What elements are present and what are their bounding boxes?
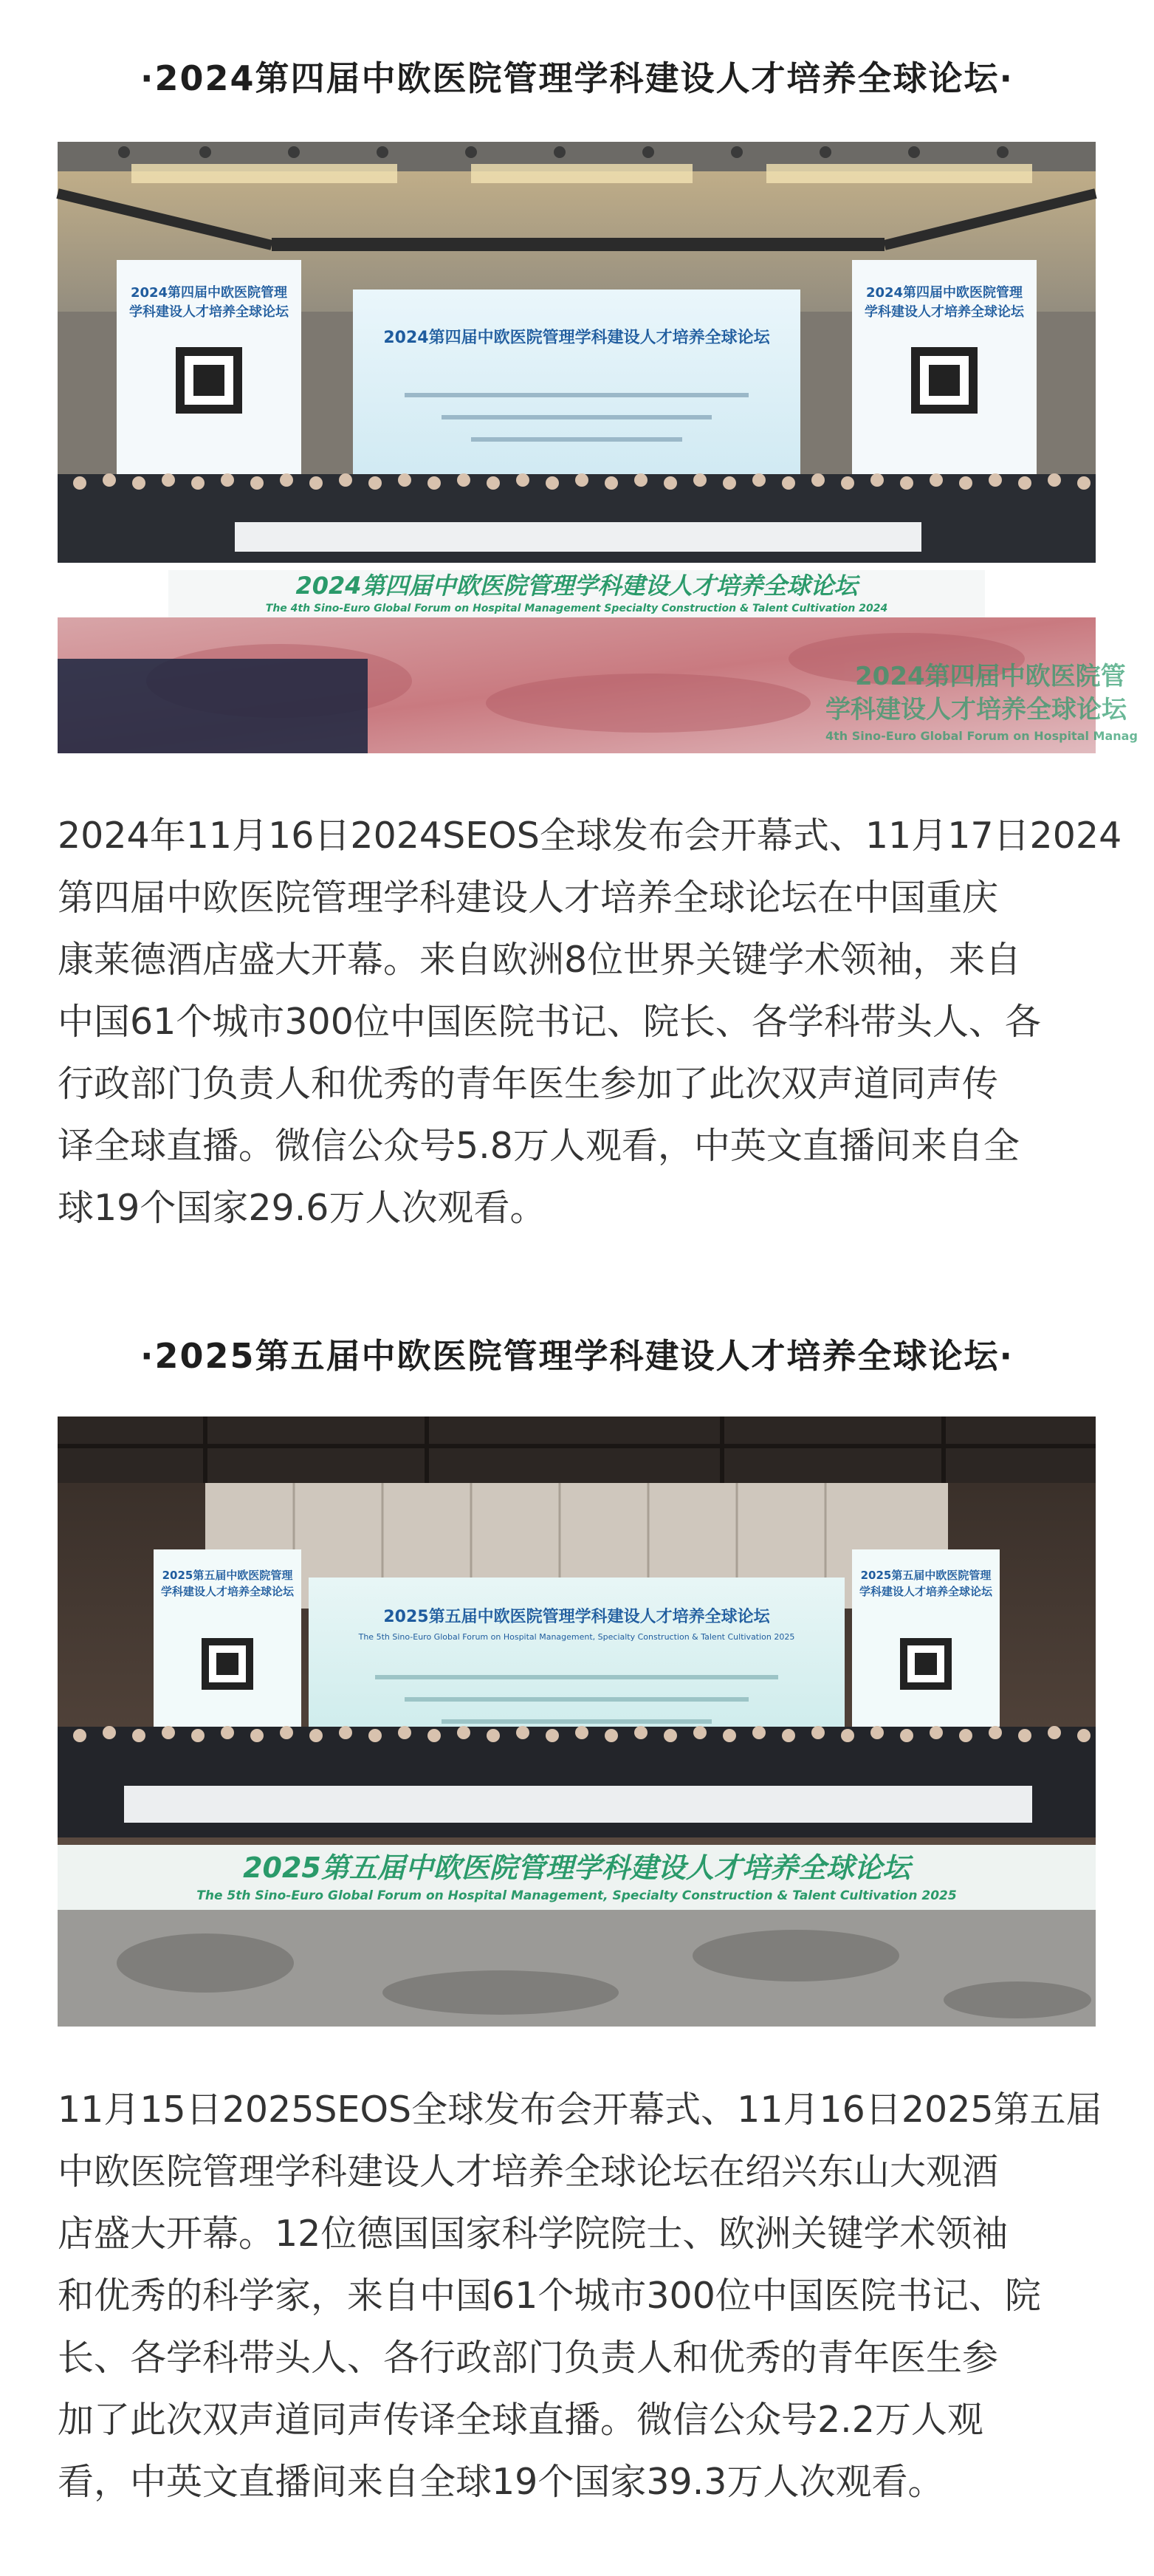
- screen-title: 2024第四届中欧医院管理学科建设人才培养全球论坛: [383, 329, 770, 347]
- svg-text:The 5th Sino-Euro Global Forum: The 5th Sino-Euro Global Forum on Hospital Management, Specialty Construction & Talent Cultivation 2025: [196, 1888, 957, 1903]
- svg-text:2024第四届中欧医院管理学科建设人才培养全球论坛: 2024第四届中欧医院管理学科建设人才培养全球论坛: [295, 572, 858, 600]
- svg-text:The 4th Sino-Euro Global Forum: The 4th Sino-Euro Global Forum on Hospital Management Specialty Construction & Talent Cultivation 2024: [265, 603, 888, 614]
- main-screen: [353, 290, 800, 489]
- section1-paragraph: [58, 805, 1122, 1239]
- svg-text:学科建设人才培养全球论坛: 学科建设人才培养全球论坛: [865, 304, 1024, 320]
- paragraph-line: 中欧医院管理学科建设人才培养全球论坛在绍兴东山大观酒: [58, 2151, 999, 2193]
- svg-text:2024第四届中欧医院管理: 2024第四届中欧医院管理: [130, 285, 288, 301]
- paragraph-line: 看，中英文直播间来自全球19个国家39.3万人次观看。: [58, 2461, 944, 2503]
- svg-text:2025第五届中欧医院管理学科建设人才培养全球论坛: 2025第五届中欧医院管理学科建设人才培养全球论坛: [243, 1852, 910, 1884]
- svg-text:2025第五届中欧医院管理: 2025第五届中欧医院管理: [162, 1569, 293, 1582]
- svg-text:The 5th Sino-Euro Global Forum: The 5th Sino-Euro Global Forum on Hospital Management, Specialty Construction & Talent Cultivation 2025: [358, 1632, 795, 1642]
- svg-text:2024第四届中欧医院管: 2024第四届中欧医院管: [855, 662, 1126, 691]
- section2-paragraph: [58, 2079, 1106, 2513]
- paragraph-line: 中国61个城市300位中国医院书记、院长、各学科带头人、各: [58, 1001, 1041, 1043]
- svg-text:学科建设人才培养全球论坛: 学科建设人才培养全球论坛: [160, 1585, 295, 1598]
- forum-2024-group-photo: [58, 142, 1138, 753]
- paragraph-line: 康莱德酒店盛大开幕。来自欧洲8位世界关键学术领袖，来自: [58, 939, 1022, 981]
- forum-2025-group-photo: [58, 1417, 1096, 2027]
- paragraph-line: 店盛大开幕。12位德国国家科学院院士、欧洲关键学术领袖: [58, 2213, 1009, 2255]
- paragraph-line: 长、各学科带头人、各行政部门负责人和优秀的青年医生参: [58, 2337, 999, 2379]
- svg-text:学科建设人才培养全球论坛: 学科建设人才培养全球论坛: [825, 695, 1127, 724]
- paragraph-line: 11月15日2025SEOS全球发布会开幕式、11月16日2025第五届: [58, 2089, 1102, 2131]
- paragraph-line: 和优秀的科学家，来自中国61个城市300位中国医院书记、院: [58, 2275, 1041, 2317]
- paragraph-line: 加了此次双声道同声传译全球直播。微信公众号2.2万人观: [58, 2399, 983, 2441]
- screen-title: 2025第五届中欧医院管理学科建设人才培养全球论坛: [383, 1608, 770, 1626]
- paragraph-line: 行政部门负责人和优秀的青年医生参加了此次双声道同声传: [58, 1063, 999, 1105]
- paragraph-line: 球19个国家29.6万人次观看。: [58, 1187, 546, 1229]
- paragraph-line: 第四届中欧医院管理学科建设人才培养全球论坛在中国重庆: [58, 877, 999, 919]
- svg-text:2025第五届中欧医院管理: 2025第五届中欧医院管理: [860, 1569, 992, 1582]
- paragraph-line: 译全球直播。微信公众号5.8万人观看，中英文直播间来自全: [58, 1125, 1020, 1167]
- paragraph-line: 2024年11月16日2024SEOS全球发布会开幕式、11月17日2024: [58, 815, 1122, 857]
- light-truss: [272, 238, 885, 251]
- section1-title: ·2024第四届中欧医院管理学科建设人才培养全球论坛·: [140, 58, 1014, 98]
- svg-text:2024第四届中欧医院管理: 2024第四届中欧医院管理: [865, 285, 1023, 301]
- ceiling: [58, 1417, 1096, 1483]
- svg-text:学科建设人才培养全球论坛: 学科建设人才培养全球论坛: [859, 1585, 993, 1598]
- svg-text:学科建设人才培养全球论坛: 学科建设人才培养全球论坛: [129, 304, 289, 320]
- svg-text:4th Sino-Euro Global Forum on: 4th Sino-Euro Global Forum on Hospital Manag: [825, 729, 1138, 743]
- section2-title: ·2025第五届中欧医院管理学科建设人才培养全球论坛·: [140, 1336, 1014, 1376]
